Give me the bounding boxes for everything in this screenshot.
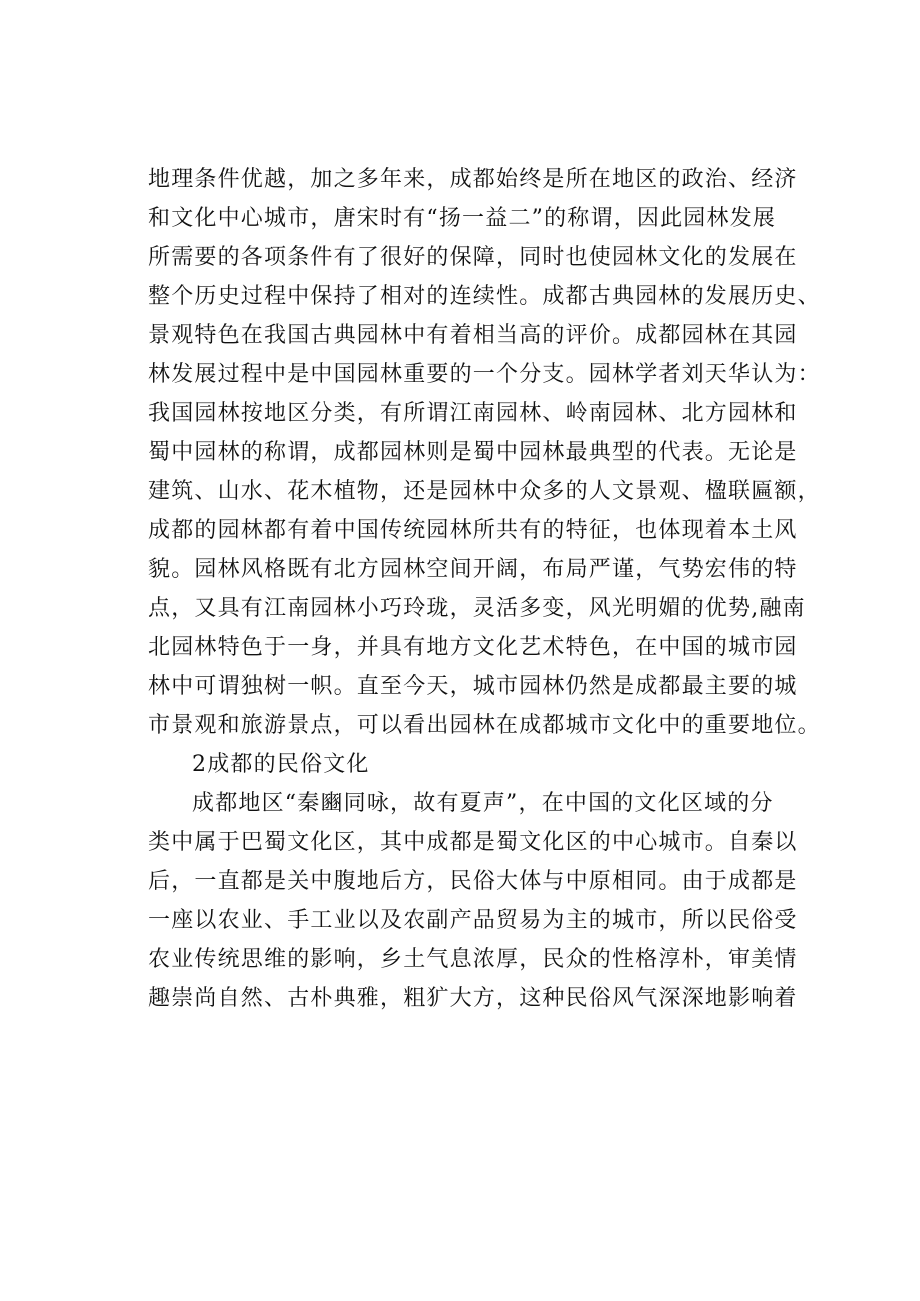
paragraph-line: 地理条件优越，加之多年来，成都始终是所在地区的政治、经济 — [148, 167, 798, 192]
paragraph-line: 农业传统思维的影响，乡土气息浓厚，民众的性格淳朴，审美情 — [148, 947, 798, 972]
paragraph-line: 点，又具有江南园林小巧玲珑，灵活多变，风光明媚的优势,融南 — [148, 596, 806, 621]
paragraph-line: 和文化中心城市，唐宋时有“扬一益二”的称谓，因此园林发展 — [148, 206, 777, 231]
paragraph-line: 类中属于巴蜀文化区，其中成都是蜀文化区的中心城市。自秦以 — [148, 830, 798, 855]
paragraph-line: 整个历史过程中保持了相对的连续性。成都古典园林的发展历史、 — [148, 284, 821, 309]
section-heading: 2成都的民俗文化 — [192, 752, 370, 777]
paragraph-line: 所需要的各项条件有了很好的保障，同时也使园林文化的发展在 — [148, 245, 798, 270]
paragraph-line: 一座以农业、手工业以及农副产品贸易为主的城市，所以民俗受 — [148, 908, 798, 933]
paragraph-line: 成都地区“秦豳同咏，故有夏声”，在中国的文化区域的分 — [192, 791, 774, 816]
body-text — [148, 160, 828, 1018]
paragraph-line: 后，一直都是关中腹地后方，民俗大体与中原相同。由于成都是 — [148, 869, 798, 894]
paragraph-line: 蜀中园林的称谓，成都园林则是蜀中园林最典型的代表。无论是 — [148, 440, 798, 465]
paragraph-line: 景观特色在我国古典园林中有着相当高的评价。成都园林在其园 — [148, 323, 798, 348]
paragraph-line: 建筑、山水、花木植物，还是园林中众多的人文景观、楹联匾额， — [148, 479, 821, 504]
paragraph-line: 市景观和旅游景点，可以看出园林在成都城市文化中的重要地位。 — [148, 713, 821, 738]
paragraph-line: 林发展过程中是中国园林重要的一个分支。园林学者刘天华认为： — [148, 362, 821, 387]
paragraph-line: 林中可谓独树一帜。直至今天，城市园林仍然是成都最主要的城 — [148, 674, 798, 699]
paragraph-line: 我国园林按地区分类，有所谓江南园林、岭南园林、北方园林和 — [148, 401, 798, 426]
paragraph-line: 趣崇尚自然、古朴典雅，粗犷大方，这种民俗风气深深地影响着 — [148, 986, 798, 1011]
paragraph-line: 北园林特色于一身，并具有地方文化艺术特色，在中国的城市园 — [148, 635, 798, 660]
paragraph-line: 貌。园林风格既有北方园林空间开阔，布局严谨，气势宏伟的特 — [148, 557, 798, 582]
paragraph-line: 成都的园林都有着中国传统园林所共有的特征，也体现着本土风 — [148, 518, 798, 543]
